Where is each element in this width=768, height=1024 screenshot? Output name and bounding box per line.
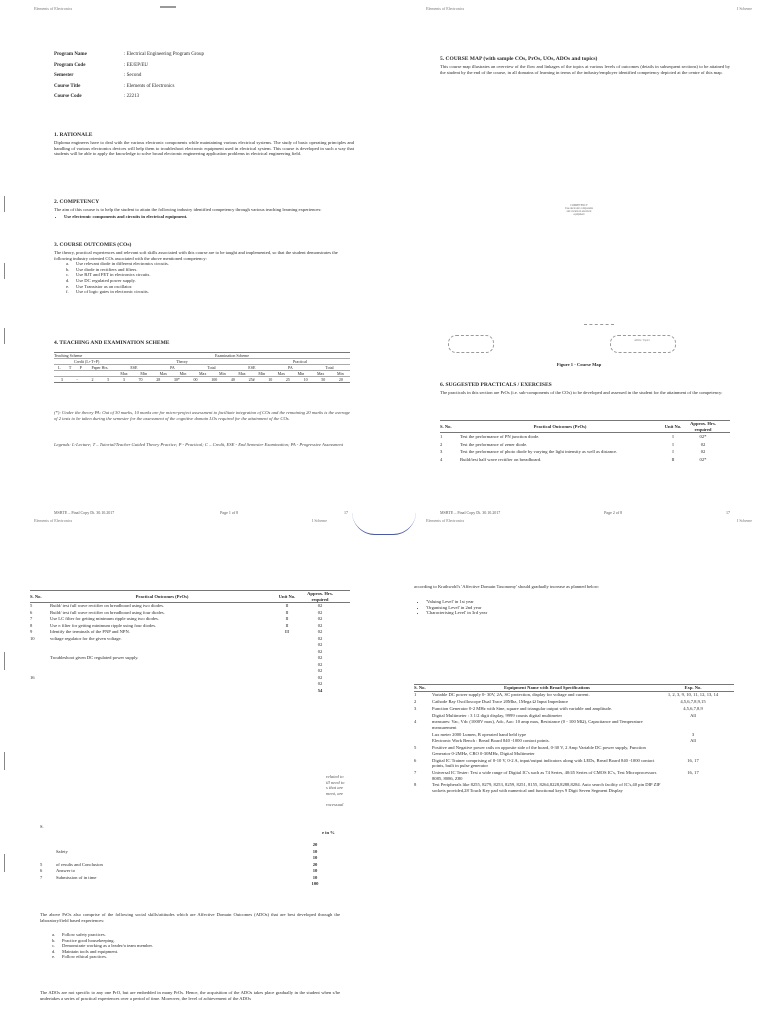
info-label: Program Name: [54, 52, 87, 57]
th-unit: Unit No.: [664, 423, 682, 429]
scheme-value: 3: [122, 377, 125, 382]
cell-exp: [662, 745, 724, 756]
weight-text: [56, 881, 300, 888]
paper-hrs-label: Paper Hrs.: [91, 365, 109, 370]
ado-text: Practice good housekeeping.: [62, 937, 115, 943]
scan-mark: [4, 854, 5, 872]
theory-label: Theory: [176, 359, 188, 364]
map-competency-text: equipment: [573, 213, 585, 216]
cell-hrs: 02: [317, 661, 323, 667]
cell-pro: Build/ test full wave rectifier on breadboard using two diodes.: [50, 603, 165, 609]
cell-hrs: 02: [317, 603, 323, 609]
ado-text: Follow safety practices.: [62, 932, 106, 937]
th-equipment: Equipment Name with Broad Specifications: [504, 685, 590, 690]
cell-equipment: Test Peripherals like 8255, 8279, 8253, 8259, 8251, 8155, 8264,8228,8288,8284. Auto search facility of IC's,40 pin DIP ZIF sockets provided,28 Touch Key pad with numerical and functional keys 9 Digit Seven Segment Display: [432, 782, 661, 793]
section-rationale: [54, 126, 354, 157]
scheme-maxmin: Max: [316, 371, 325, 376]
ado-intro: according to Krathwohl's 'Affective Domain Taxonomy' should gradually increase as planned below:: [414, 584, 600, 589]
cell-sno: 5: [30, 603, 33, 609]
cell-equipment: Digital IC Trainer comprising of 0-10 V, 0-2 A, input/output indicators along with LEDs, Bread Board 840 -1000 contact points, built in pulse generator: [432, 757, 655, 769]
info-label: Course Code: [54, 94, 82, 100]
fragment-line: related to: [326, 774, 344, 779]
table-row: [440, 456, 730, 464]
th-unit: Unit No.: [278, 593, 296, 599]
scheme-maxmin: Min: [258, 371, 265, 376]
table-row: [440, 433, 730, 441]
section-title: 6. SUGGESTED PRACTICALS / EXERCISES: [440, 382, 552, 388]
scheme-note: (*): Under the theory PA: Out of 30 marks, 10 marks are for micro-project assessment to facilitate integration of COs and the remaining 20 marks is the average of 2 tests to be taken during the semester for the assessment of the cognitive domain LOs required for the attainment of the COs.: [54, 410, 351, 421]
ado-key: c.: [52, 943, 56, 949]
cell-unit: II: [285, 603, 289, 609]
cell-sno: 8: [414, 782, 417, 788]
cell-unit: [274, 688, 300, 695]
cell-hrs: 02: [317, 681, 323, 687]
scheme-maxmin: Min: [179, 371, 187, 376]
th-sno: S. No.: [30, 593, 42, 599]
table-row: [440, 448, 730, 456]
outcome-key: b.: [66, 266, 70, 272]
scheme-group: PA: [170, 365, 175, 370]
weight-value: 10: [312, 848, 318, 854]
scheme-ltp: L: [58, 365, 61, 370]
cell-equipment: Digital Multimeter : 3 1/2 digit display, 9999 counts digital multimeter: [432, 712, 562, 718]
cell-equipment: Lux meter 2000 Lumen, B operated hand held type: [432, 731, 527, 737]
scheme-value: 25#: [248, 377, 255, 382]
th-sno: S. No.: [440, 423, 452, 429]
section-title: 4. TEACHING AND EXAMINATION SCHEME: [54, 340, 170, 346]
table-row: [414, 757, 734, 769]
header-mark: [160, 6, 176, 8]
scan-mark: [4, 752, 5, 770]
outcome-key: e.: [66, 283, 70, 289]
cell-exp: 4,5,6,7,8,9,15: [680, 698, 706, 704]
course-map-node: [448, 335, 494, 353]
scheme-maxmin: Min: [297, 371, 305, 376]
scheme-table: [54, 352, 350, 383]
weight-sno: [40, 881, 56, 888]
weight-row: [40, 881, 336, 888]
cell-pro: voltage regulator for the given voltage.: [50, 635, 122, 641]
table-row: [414, 782, 734, 794]
cell-sno: 2: [414, 698, 417, 704]
ado-list: [52, 932, 332, 960]
th-hrs: Approx. Hrs. required: [307, 591, 333, 602]
section-text: The aim of this course is to help the student to attain the following industry identified competency through various teaching learning experiences:: [54, 207, 322, 212]
cell-sno: [414, 713, 432, 719]
page-1: [0, 0, 384, 515]
scheme-value: 70: [138, 377, 143, 382]
scheme-maxmin: Min: [218, 371, 226, 376]
cell-equipment: Variable DC power supply 0- 30V, 2A, SC protection, display for voltage and current.: [432, 692, 590, 698]
outcome-key: d.: [66, 277, 70, 283]
info-row: [54, 63, 354, 69]
info-value: : Second: [124, 73, 142, 79]
scheme-ltp: T: [68, 365, 72, 370]
cell-sno: 5: [414, 745, 417, 751]
info-row: [54, 73, 354, 79]
ado-key: e.: [52, 954, 56, 960]
cell-hrs: 02: [317, 629, 323, 635]
text-fragment: rocessual: [326, 802, 344, 807]
outcome-text: Use Transistor as an oscillator.: [76, 283, 133, 289]
course-map-node: [610, 335, 676, 353]
cell-pro: Troubleshoot given DC regulated power supply.: [50, 655, 139, 661]
scheme-maxmin: Max: [120, 371, 128, 376]
section-title: 2. COMPETENCY: [54, 199, 100, 205]
page-header-left: Elements of Electronics: [34, 518, 73, 523]
outcome-text: Use DC regulated power supply.: [76, 277, 136, 283]
info-row: [54, 94, 354, 100]
practical-label: Practical: [293, 359, 307, 364]
table-row: [414, 731, 734, 738]
scan-mark: [4, 263, 5, 279]
weight-sno: 7: [40, 874, 43, 880]
page-4: [384, 512, 768, 1024]
weight-text: Answer to: [56, 868, 76, 873]
scheme-value: 100: [211, 377, 218, 382]
page-2: [384, 0, 768, 515]
cell-pro: Identify the terminals of the PNP and NPN.: [50, 629, 130, 635]
cell-unit: II: [671, 456, 675, 462]
cell-unit: II: [285, 616, 289, 622]
cell-sno: 10: [30, 635, 35, 641]
page-header-left: Elements of Electronics: [426, 6, 465, 11]
th-pro: Practical Outcomes (PrOs): [533, 423, 587, 429]
scheme-ltp: P: [79, 365, 82, 370]
ado-key: d.: [52, 948, 56, 954]
course-info: [54, 52, 354, 105]
table-row: [414, 712, 734, 719]
section-text: The practicals in this section are PrOs (i.e. sub-components of the COs) to be developed and assessed in the student for the attainment of the competency:: [440, 390, 723, 395]
weight-value: 100: [311, 881, 319, 886]
scheme-maxmin: Min: [336, 371, 344, 376]
ado-key: b.: [52, 937, 56, 943]
scheme-maxmin: Max: [277, 371, 285, 376]
table-row: [414, 769, 734, 781]
section-practicals: [440, 376, 730, 396]
cell-hrs: 02: [317, 655, 323, 661]
cell-exp: All: [690, 738, 696, 744]
cell-pro: Build/ test full wave rectifier on breadboard using four diodes.: [50, 609, 165, 615]
cell-exp: 1, 2, 3, 9, 10, 11, 12, 13, 14: [667, 692, 719, 698]
section-scheme: [54, 334, 354, 348]
footer-left: MSBTE – Final Copy Dt. 30.10.2017: [54, 510, 115, 515]
table-row: [414, 738, 734, 745]
weight-value: 20: [312, 842, 318, 847]
ado-text: Follow ethical practices.: [62, 954, 108, 960]
cell-hrs: 02: [317, 616, 323, 622]
cell-sno: 9: [30, 629, 33, 635]
outcome-key: f.: [66, 289, 69, 295]
scheme-value: 40: [230, 377, 235, 382]
cell-hrs: 02: [317, 674, 323, 680]
cell-pro: Build/test half wave rectifier on breadboard.: [460, 456, 542, 462]
section-title: 3. COURSE OUTCOMES (COs): [54, 242, 132, 248]
cell-exp: All: [690, 712, 696, 718]
map-node-label: ADOs / Topics: [634, 339, 650, 342]
info-value: : Elements of Electronics: [124, 83, 175, 89]
exam-scheme-label: Examination Scheme: [214, 353, 250, 358]
scheme-maxmin: Max: [159, 371, 167, 376]
cell-exp: [662, 719, 724, 730]
figure-caption: Figure 1 - Course Map: [556, 362, 602, 367]
ado-key: a.: [52, 932, 56, 937]
cell-sno: 16: [30, 674, 35, 680]
weight-value: 10: [312, 855, 318, 860]
cell-hrs: 02*: [699, 434, 707, 440]
scheme-value: 3: [60, 377, 63, 382]
practicals-table-cont: [30, 590, 350, 694]
outcome-item: [66, 289, 354, 295]
cell-sno: 7: [30, 616, 33, 622]
cell-sno: [414, 738, 432, 744]
scan-mark: [4, 652, 5, 670]
cell-sno: 7: [414, 770, 417, 775]
level-bullet: • 'Characterising Level' in 3rd year: [426, 610, 714, 616]
info-label: Semester: [54, 73, 74, 79]
footer-right: 17: [726, 510, 730, 515]
ado-text: Maintain tools and equipment.: [62, 948, 119, 954]
outcome-text: Use BJT and FET in electronics circuits.: [76, 272, 151, 278]
cell-unit: I: [672, 434, 674, 440]
scheme-value: 00: [193, 377, 198, 382]
equipment-table: [414, 684, 734, 794]
scheme-value: 10: [303, 377, 308, 382]
th-sno: S. No.: [414, 685, 426, 690]
section-text: Diploma engineers have to deal with the various electronic components while maintaining various electrical systems. The study of basic operating principles and handling of various electronics devices will help them to troubleshoot electronic equipment used in electrical system. This course is developed in such a way that students will be able to apply the knowledge to solve broad electronic engineering application problems in electrical engineering field.: [54, 140, 354, 157]
weight-value: 20: [312, 861, 318, 867]
cell-sno: 3: [440, 449, 443, 455]
cell-equipment: measures: Vac, Vdc (1000V max), Adc, Aac: 10 amp max, Resistance (0 - 100 MΩ), Capacitance and Temperature measurement: [432, 719, 643, 730]
fragment-line: ment, are: [326, 790, 344, 796]
footer-center: Page 1 of 8: [220, 510, 239, 515]
cell-equipment: Positive and Negative power rails on opposite side of the board, 0-30 V, 2 Amp Variable DC power supply, Function Generator 0-2MHz, CRO 0-30MHz, Digital Multimeter: [432, 745, 646, 756]
weight-sno: 6: [40, 868, 43, 873]
cell-pro: [50, 688, 274, 695]
cell-pro: Test the performance of photo diode by varying the light intensity as well as distance.: [460, 449, 618, 455]
cell-equipment: Universal IC Tester: Test a wide range of Digital IC's such as 74 Series, 40/45 Series of CMOS IC's, Test Microprocessors 8085, 8086, Z80: [432, 770, 657, 781]
scheme-value: 5: [107, 377, 110, 382]
level-bullet: • 'Valuing Level' in 1st year: [426, 599, 714, 605]
scheme-group: Total: [325, 365, 334, 370]
table-row: [414, 692, 734, 699]
page-header: Elements of Electronics: [34, 6, 73, 11]
scheme-legend: Legends: L-Lecture; T – Tutorial/Teacher Guided Theory Practice; P - Practical; C – Credit, ESE - End Semester Examination; PA - Progressive Assessment: [54, 442, 343, 447]
footer-center: Page 2 of 8: [604, 510, 623, 515]
section-text: The theory, practical experiences and relevant soft skills associated with this course are to be taught and implemented, so that the student demonstrates the following industry oriented COs associated with the above mentioned competency:: [54, 250, 338, 261]
cell-equipment: Function Generator 0-2 MHz with Sine, square and triangular output with variable and amplitude.: [432, 705, 613, 711]
page-header-right: I Scheme: [312, 518, 327, 523]
cell-sno: 2: [440, 441, 443, 447]
cell-sno: 8: [30, 622, 33, 628]
cell-hrs: 02: [317, 635, 323, 641]
scheme-value: 25: [285, 377, 290, 382]
page-3: [0, 512, 384, 1024]
scan-mark: [4, 328, 5, 344]
table-row: [414, 719, 734, 731]
info-value: : EE/EP/EU: [124, 62, 149, 68]
cell-pro: Test the performance of zener diode.: [460, 441, 528, 447]
cell-pro: Test the performance of PN junction diode.: [460, 434, 540, 440]
table-row: [414, 745, 734, 757]
practicals-table: [440, 420, 730, 464]
text-fragment: [326, 774, 366, 796]
ado-text: The above PrOs also comprise of the following social skills/attitudes which are Affective Domain Outcomes (ADOs) that are best developed through the laboratory/field based experiences:: [40, 912, 340, 923]
cell-hrs: 02: [317, 668, 323, 674]
cell-hrs: 02: [700, 441, 706, 447]
footer-left: MSBTE – Final Copy Dt. 30.10.2017: [440, 510, 501, 515]
scheme-value: 2: [91, 377, 94, 382]
fragment-line: s that are: [326, 785, 344, 791]
cell-sno: 6: [30, 609, 33, 615]
weight-text: Submission of in time: [56, 874, 97, 880]
page-header-right: I Scheme: [737, 6, 752, 11]
table-row: [414, 705, 734, 712]
scheme-value: 50: [321, 377, 326, 382]
cell-exp: [662, 782, 724, 793]
outcome-text: Use of logic gates in electronic circuits.: [76, 289, 149, 295]
scheme-value: 20: [338, 377, 343, 382]
weight-value: 10: [312, 868, 318, 873]
cell-unit: I: [672, 449, 674, 455]
cell-hrs: 02: [700, 449, 706, 455]
ado-levels: [414, 598, 714, 616]
text-fragment: S.: [40, 824, 44, 829]
map-competency-text: Use electronic components: [564, 207, 594, 210]
section-course-outcomes: [54, 236, 354, 295]
info-row: [54, 84, 354, 90]
map-connector: [584, 324, 614, 325]
outcome-text: Use relevant diode in different electronics circuits.: [76, 261, 169, 267]
scheme-value: 28: [156, 377, 161, 382]
cell-exp: 16, 17: [687, 757, 699, 763]
cell-equipment: Cathode Ray Oscilloscope Dual Trace 20Mhz, 1Mega Ω Input Impedance: [432, 698, 569, 704]
cell-hrs: 54: [317, 687, 323, 693]
outcome-key: c.: [66, 272, 70, 278]
cell-pro: Use π filter for getting minimum ripple using four diodes.: [50, 622, 157, 628]
outcome-key: a.: [66, 261, 70, 267]
cell-exp: 16, 17: [687, 770, 699, 775]
scheme-maxmin: Max: [238, 371, 246, 376]
table-row: [414, 698, 734, 705]
section-title: 1. RATIONALE: [54, 132, 93, 138]
th-pro: Practical Outcomes (PrOs): [135, 593, 189, 599]
cell-sno: 1: [440, 434, 443, 440]
cell-unit: II: [285, 622, 289, 628]
section-course-map: [440, 50, 730, 75]
course-map-center: [534, 204, 624, 216]
cell-exp: 4,5,6,7,8,9: [683, 705, 703, 711]
scheme-value: 10: [268, 377, 273, 382]
cell-hrs: 02*: [699, 456, 707, 462]
scan-mark: [4, 196, 5, 212]
scheme-group: ESE: [248, 365, 256, 370]
scheme-value: 30*: [173, 377, 180, 382]
cell-unit: I: [672, 441, 674, 447]
cell-exp: 3: [691, 731, 695, 737]
cell-equipment: Electronic Work Bench : Bread Board 840 -1000 contact points.: [432, 738, 550, 744]
section-title: 5. COURSE MAP (with sample COs, PrOs, UOs, ADOs and topics): [440, 56, 598, 62]
cell-unit: III: [284, 629, 290, 635]
th-exp-no: Exp. No.: [684, 685, 702, 690]
cell-hrs: 02: [317, 622, 323, 628]
cell-pro: Use LC filter for getting minimum ripple using two diodes.: [50, 616, 159, 622]
assessment-weights: [40, 842, 336, 888]
table-row: [30, 688, 350, 695]
scheme-value: -: [76, 377, 78, 382]
info-value: : Electrical Engineering Program Group: [124, 52, 204, 57]
outcome-text: Use diode in rectifiers and filters.: [76, 266, 138, 272]
info-label: Course Title: [54, 83, 81, 89]
map-competency-label: COMPETENCY: [570, 204, 588, 207]
page-header-right: I Scheme: [737, 518, 752, 523]
level-bullet: • 'Organising Level' in 2nd year: [426, 605, 714, 611]
scheme-group: PA: [288, 365, 293, 370]
ado-tail: The ADOs are not specific to any one PrO, but are embedded in many PrOs. Hence, the acquisition of the ADOs takes place gradually in the student when s/he undertakes a series of practical experiences over a period of time. Moreover, the level of achievement of the ADOs: [40, 990, 340, 1001]
cell-sno: 4: [414, 719, 417, 725]
weight-text: of results and Conclusion: [56, 861, 103, 867]
table-row: [440, 441, 730, 449]
scheme-maxmin: Min: [140, 371, 147, 376]
info-label: Program Code: [54, 62, 86, 68]
scheme-group: Total: [207, 365, 216, 370]
page-header-left: Elements of Electronics: [426, 518, 465, 523]
ado-item: [52, 954, 332, 960]
footer-right: 17: [344, 510, 348, 515]
competency-bullet: • Use electronic components and circuits in electrical equipment.: [64, 214, 354, 220]
scheme-group: ESE: [130, 365, 138, 370]
weight-sno: 5: [40, 861, 43, 867]
cell-sno: 3: [414, 705, 417, 711]
section-text: This course map illustrates an overview of the flow and linkages of the topics at various levels of outcomes (details in subsequent sections) to be attained by the student by the end of the course, in all domains of learning in terms of the industry/employer identified competency depicted at the centre of this map.: [440, 64, 730, 75]
th-hrs: Approx. Hrs. required: [690, 421, 716, 432]
cell-sno: [414, 732, 432, 738]
scheme-maxmin: Max: [198, 371, 207, 376]
weight-value: 10: [312, 874, 318, 880]
info-row: [54, 52, 354, 58]
weight-header: e in %: [322, 830, 335, 835]
teaching-scheme-label: Teaching Scheme: [54, 353, 83, 358]
cell-sno: 4: [440, 456, 443, 462]
map-competency-text: and circuits in electrical: [566, 210, 592, 213]
section-competency: [54, 193, 354, 219]
ado-text: Demonstrate working as a leader/a team member.: [62, 943, 153, 949]
cell-hrs: 02: [317, 609, 323, 615]
cell-unit: II: [285, 609, 289, 615]
cell-sno: 1: [414, 692, 417, 698]
cell-hrs: 02: [317, 642, 323, 648]
credit-label: Credit (L+T+P): [74, 359, 100, 364]
cell-sno: [30, 688, 50, 695]
cell-hrs: 02: [317, 648, 323, 654]
cell-sno: 6: [414, 757, 417, 763]
info-value: : 22213: [124, 94, 140, 100]
fragment-line: ill need to: [326, 779, 345, 785]
weight-text: Safety: [56, 848, 68, 854]
